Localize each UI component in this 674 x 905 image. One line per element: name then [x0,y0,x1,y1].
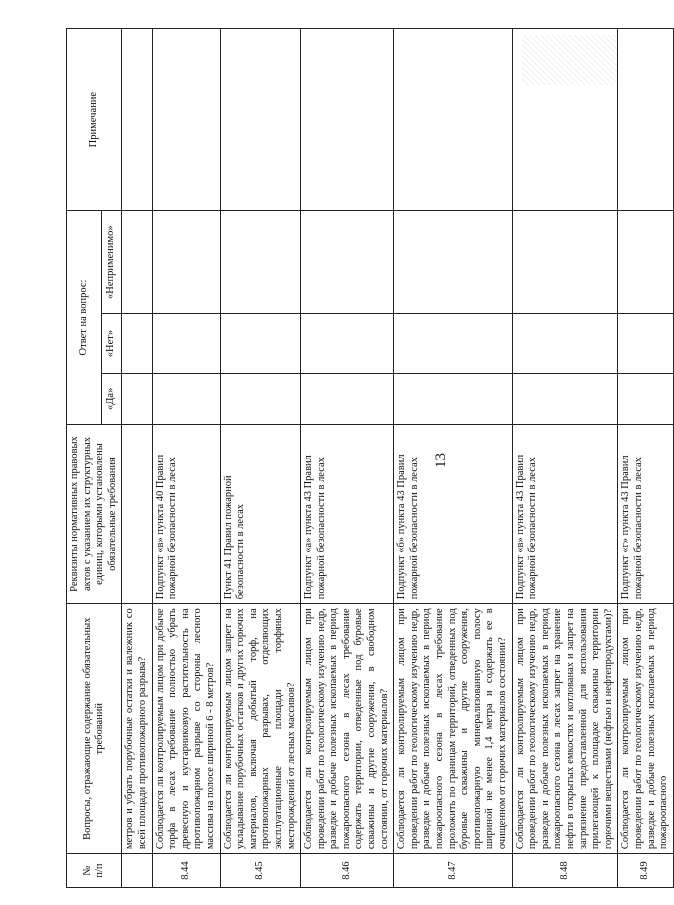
answer-no-cell[interactable] [394,314,512,374]
note-cell[interactable] [301,29,394,211]
table-row [122,29,152,888]
row-reference: Подпункт «г» пункта 43 Правил пожарной безопасности в лесах [618,424,673,604]
header-reference: Реквизиты нормативных правовых актов с указанием их структурных единиц, которыми установлены обязательные требования [67,424,122,604]
answer-na-cell[interactable] [220,211,301,314]
rotated-table-container [66,28,670,888]
row-num: 8.45 [220,854,301,888]
header-no: «Нет» [101,314,122,374]
note-cell[interactable] [152,29,220,211]
row-num [122,854,152,888]
answer-no-cell[interactable] [220,314,301,374]
answer-yes-cell[interactable] [152,373,220,424]
header-yes: «Да» [101,373,122,424]
row-question: Соблюдается ли контролируемым лицом при проведении работ по геологическому изучению недр, разведке и добыче полезных ископаемых в период пожароопасного сезона в лесах требование содержать территории, отведенные под буровые скважины и другие сооружения, в свободном состоянии, от горючих материалов? [301,604,394,854]
table-row [512,29,618,888]
answer-yes-cell[interactable] [512,373,618,424]
header-na: «Неприменимо» [101,211,122,314]
answer-no-cell[interactable] [122,314,152,374]
requirements-table [66,28,674,888]
row-question: Соблюдается ли контролируемым лицом при проведении работ по геологическому изучению недр, разведке и добыче полезных ископаемых в период пожароопасного [618,604,673,854]
row-question: Соблюдается ли контролируемым лицом при добыче торфа в лесах требование полностью убрать древесную и кустарниковую растительность на противопожарном разрыве со стороны лесного массива на полосе шириной 6 - 8 метров? [152,604,220,854]
answer-no-cell[interactable] [618,314,673,374]
answer-yes-cell[interactable] [394,373,512,424]
note-cell[interactable] [220,29,301,211]
note-cell[interactable] [618,29,673,211]
answer-no-cell[interactable] [512,314,618,374]
answer-no-cell[interactable] [152,314,220,374]
row-num: 8.47 [394,854,512,888]
answer-yes-cell[interactable] [618,373,673,424]
row-reference: Подпункт «в» пункта 43 Правил пожарной безопасности в лесах [512,424,618,604]
row-reference: Пункт 41 Правил пожарной безопасности в лесах [220,424,301,604]
table-row [394,29,512,888]
row-question: метров и убрать порубочные остатки и валежник со всей площади противопожарного разрыва? [122,604,152,854]
answer-na-cell[interactable] [122,211,152,314]
table-row [152,29,220,888]
row-reference [122,424,152,604]
answer-na-cell[interactable] [394,211,512,314]
row-reference: Подпункт «б» пункта 43 Правил пожарной безопасности в лесах [394,424,512,604]
row-question: Соблюдается ли контролируемым лицом запрет на укладывание порубочных остатков и других горючих материалов, включая добытый торф, на противопожарных разрывах, отделяющих эксплуатационные площади торфяных месторождений от лесных массивов? [220,604,301,854]
row-reference: Подпункт «в» пункта 40 Правил пожарной безопасности в лесах [152,424,220,604]
answer-na-cell[interactable] [512,211,618,314]
answer-na-cell[interactable] [618,211,673,314]
row-question: Соблюдается ли контролируемым лицом при проведении работ по геологическому изучению недр, разведке и добыче полезных ископаемых в период пожароопасного сезона в лесах запрет на хранение нефти в открытых емкостях и котлованах и запрет на загрязнение предоставленной для использования прилегающей к площадке скважины территории горючими веществами (нефтью и нефтепродуктами)? [512,604,618,854]
header-note: Примечание [67,29,122,211]
row-question: Соблюдается ли контролируемым лицом при проведении работ по геологическому изучению недр, разведке и добыче полезных ископаемых в период пожароопасного сезона в лесах требование проложить по границам территорий, отведенных под буровые скважины и другие сооружения, противопожарную минерализованную полосу шириной не менее 1,4 метра и содержать ее в очищенном от горючих материалов состоянии? [394,604,512,854]
note-cell[interactable] [122,29,152,211]
table-row [301,29,394,888]
answer-yes-cell[interactable] [122,373,152,424]
answer-yes-cell[interactable] [301,373,394,424]
row-reference: Подпункт «а» пункта 43 Правил пожарной безопасности в лесах [301,424,394,604]
header-question: Вопросы, отражающие содержание обязательных требований [67,604,122,854]
header-answer-group: Ответ на вопрос: [67,211,102,424]
answer-na-cell[interactable] [301,211,394,314]
header-num: № п/п [67,854,122,888]
table-row [220,29,301,888]
note-cell[interactable] [512,29,618,211]
answer-no-cell[interactable] [301,314,394,374]
page-number: 13 [433,453,449,468]
answer-na-cell[interactable] [152,211,220,314]
row-num: 8.46 [301,854,394,888]
table-row [618,29,673,888]
answer-yes-cell[interactable] [220,373,301,424]
row-num: 8.48 [512,854,618,888]
row-num: 8.49 [618,854,673,888]
row-num: 8.44 [152,854,220,888]
note-cell[interactable] [394,29,512,211]
